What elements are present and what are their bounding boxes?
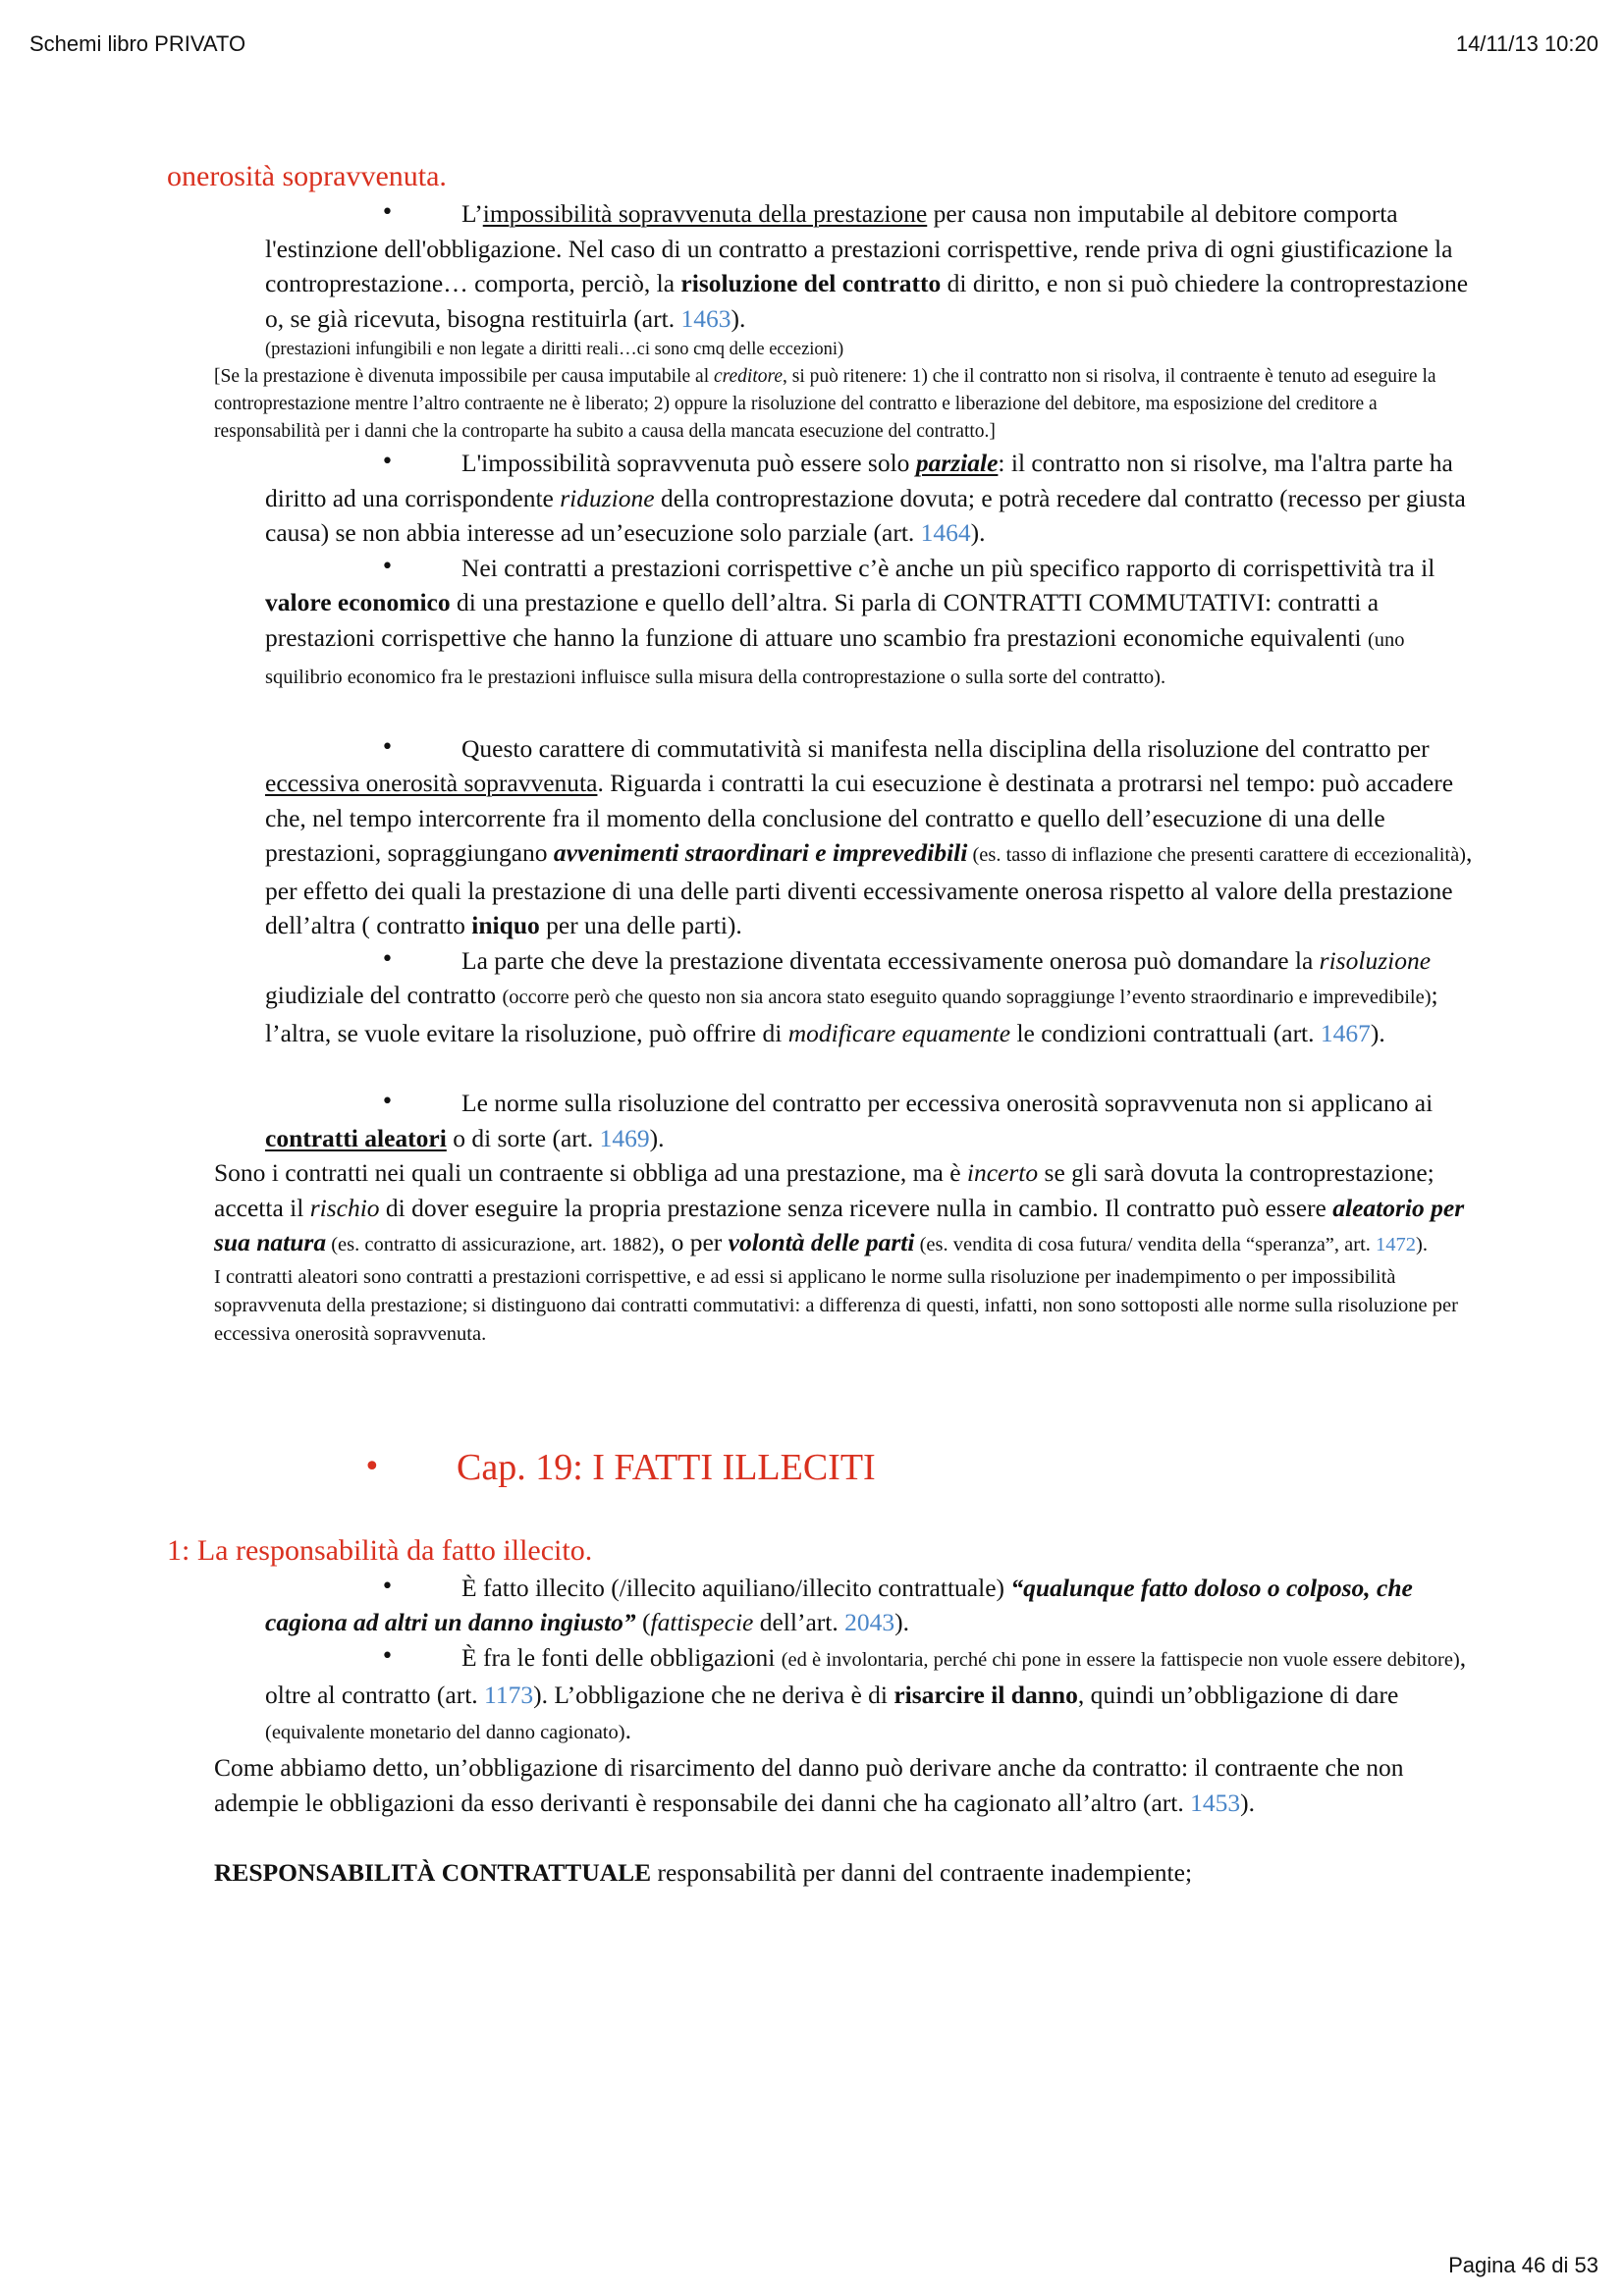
text: ). <box>894 1608 909 1636</box>
bullet-aleatori <box>167 1086 1473 1155</box>
article-link[interactable]: 1469 <box>599 1123 650 1152</box>
bullet-fonti-obbligazioni <box>167 1640 1473 1751</box>
article-link[interactable]: 1173 <box>484 1681 534 1709</box>
bullet-commutativi <box>167 551 1473 696</box>
text: se gli sarà dovuta la controprestazione; accetta il <box>214 1158 1435 1222</box>
section-heading: onerosità sopravvenuta. <box>167 160 447 192</box>
text: ). <box>1370 1018 1385 1047</box>
bullet-icon: • <box>381 1643 394 1669</box>
text: È fra le fonti delle obbligazioni <box>461 1642 782 1672</box>
article-link[interactable]: 1453 <box>1190 1788 1241 1817</box>
text: , per effetto dei quali la prestazione di una delle parti diventi eccessivamente onerosa rispetto al valore della prestazione dell’altra ( contratto <box>265 838 1473 939</box>
bullet-parziale <box>167 446 1473 551</box>
text: . <box>624 1715 631 1744</box>
text: : il contratto non si risolve, ma l'altra parte ha diritto ad una corrispondente <box>265 449 1453 512</box>
italic-text: risoluzione <box>1319 945 1432 975</box>
text: L'impossibilità sopravvenuta può essere solo <box>461 449 916 477</box>
article-link[interactable]: 1472 <box>1376 1234 1417 1255</box>
paragraph-responsabilita-contrattuale <box>167 1855 1473 1891</box>
text: di diritto, e non si può chiedere la controprestazione o, se già ricevuta, bisogna restituirla (art. <box>265 269 1469 333</box>
bullet-icon: • <box>381 554 394 579</box>
italic-text: incerto <box>966 1158 1039 1187</box>
text: dell’art. <box>753 1608 845 1636</box>
small-text: (es. tasso di inflazione che presenti carattere di eccezionalità) <box>967 844 1467 866</box>
italic-text: modificare equamente <box>787 1018 1011 1047</box>
small-text: (occorre però che questo non sia ancora stato eseguito quando sopraggiunge l’evento straordinario e imprevedibile) <box>502 987 1432 1008</box>
small-text: ). <box>1416 1234 1428 1255</box>
bullet-icon: • <box>381 200 394 225</box>
text: Le norme sulla risoluzione del contratto per eccessiva onerosità sopravvenuta non si applicano ai <box>461 1089 1434 1117</box>
underlined-text: eccessiva onerosità sopravvenuta <box>265 769 598 797</box>
bold-text: iniquo <box>471 911 540 939</box>
spacer <box>167 1050 1473 1086</box>
text: L’ <box>461 199 483 228</box>
text: ; l’altra, se vuole evitare la risoluzione, può offrire di <box>265 981 1438 1047</box>
bold-italic-text: avvenimenti straordinari e imprevedibili <box>553 838 968 867</box>
bullet-icon: • <box>381 450 394 474</box>
bullet-icon: • <box>381 1574 394 1599</box>
text: o di sorte (art. <box>446 1123 600 1152</box>
bold-text: risoluzione del contratto <box>680 269 942 297</box>
bold-text: valore economico <box>265 588 451 616</box>
underlined-text: impossibilità sopravvenuta della prestazione <box>482 199 928 228</box>
text: È fatto illecito (/illecito aquiliano/illecito contrattuale) <box>461 1573 1011 1602</box>
bullet-eccessiva-onerosita <box>167 731 1473 943</box>
text: Nei contratti a prestazioni corrispettive c’è anche un più specifico rapporto di corrispettività tra il <box>461 553 1435 582</box>
text: per causa non imputabile al debitore comporta l'estinzione dell'obbligazione. Nel caso di un contratto a prestazioni corrispettive, rende priva di ogni giustificazione la controprestazione… comporta, perciò, la <box>265 199 1453 297</box>
text: responsabilità per danni del contraente inadempiente; <box>651 1858 1193 1887</box>
text: di una prestazione e quello dell’altra. Si parla di CONTRATTI COMMUTATIVI: contratti a prestazioni corrispettive che hanno la funzione di attuare uno scambio fra prestazioni economiche equivalenti <box>265 588 1380 652</box>
italic-text: rischio <box>309 1193 380 1222</box>
print-datetime: 14/11/13 10:20 <box>1455 31 1598 56</box>
bullet-icon: • <box>381 734 394 760</box>
bold-italic-text: parziale <box>915 449 999 477</box>
text: , si può ritenere: 1) che il contratto non si risolva, il contraente è tenuto ad eseguire la controprestazione mentre l’altro contraente ne è liberato; 2) oppure la risoluzione del contratto e liberazione del debitore, ma esposizione del creditore a responsabilità per i danni che la controparte ha subito a causa della mancata esecuzione del contratto.] <box>214 366 1436 442</box>
bullet-icon: • <box>381 1090 394 1114</box>
text: Sono i contratti nei quali un contraente si obbliga ad una prestazione, ma è <box>214 1158 967 1187</box>
document-title: Schemi libro PRIVATO <box>29 31 246 56</box>
small-text: (uno squilibrio economico fra le prestazioni influisce sulla misura della controprestazione o sulla sorte del contratto). <box>265 628 1405 688</box>
spacer <box>167 1492 1473 1531</box>
text: , o per <box>658 1228 729 1256</box>
text: ). <box>1240 1788 1256 1817</box>
underlined-text: contratti aleatori <box>265 1123 447 1152</box>
text: di dover eseguire la propria prestazione senza ricevere nulla in cambio. Il contratto può essere <box>379 1193 1333 1222</box>
small-text: (ed è involontaria, perché chi pone in essere la fattispecie non vuole essere debitore) <box>781 1648 1460 1671</box>
text: La parte che deve la prestazione diventata eccessivamente onerosa può domandare la <box>461 945 1320 975</box>
page-content <box>167 157 1473 1891</box>
text: della controprestazione dovuta; e potrà recedere dal contratto (recesso per giusta causa) se non abbia interesse ad un’esecuzione solo parziale (art. <box>265 483 1466 547</box>
bullet-impossibilita <box>167 196 1473 336</box>
text: ). L’obbligazione che ne deriva è di <box>533 1681 894 1709</box>
text: ). <box>970 518 986 547</box>
bullet-icon: • <box>363 1449 381 1484</box>
spacer <box>167 696 1473 731</box>
text: per una delle parti). <box>539 911 742 939</box>
italic-text: creditore <box>714 366 784 387</box>
small-text: (equivalente monetario del danno cagionato) <box>265 1721 625 1743</box>
small-text: (es. contratto di assicurazione, art. 1882) <box>326 1234 659 1255</box>
bold-italic-text: aleatorio per sua natura <box>214 1193 1465 1256</box>
bold-text: risarcire il danno <box>893 1681 1078 1709</box>
bold-italic-text: “qualunque fatto doloso o colposo, che cagiona ad altri un danno ingiusto” <box>265 1573 1413 1636</box>
chapter-heading <box>167 1443 1473 1492</box>
spacer <box>167 1820 1473 1855</box>
page-number: Pagina 46 di 53 <box>1448 2253 1598 2277</box>
spacer <box>167 1349 1473 1443</box>
bullet-risoluzione-giudiziale <box>167 943 1473 1051</box>
article-link[interactable]: 1464 <box>920 518 971 547</box>
chapter-title: Cap. 19: I FATTI ILLECITI <box>457 1446 876 1488</box>
text: ( <box>635 1608 651 1636</box>
text: le condizioni contrattuali (art. <box>1010 1018 1321 1047</box>
text: Come abbiamo detto, un’obbligazione di risarcimento del danno può derivare anche da contratto: il contraente che non adempie le obbligazioni da esso derivanti è responsabile dei danni che ha cagionato all’altro (art. <box>214 1753 1404 1817</box>
section-heading-2: 1: La responsabilità da fatto illecito. <box>167 1533 593 1567</box>
note-prestazioni: (prestazioni infungibili e non legate a diritti reali…ci sono cmq delle eccezioni) <box>265 340 844 359</box>
article-link[interactable]: 1463 <box>680 303 731 333</box>
bullet-fatto-illecito <box>167 1571 1473 1640</box>
text: giudiziale del contratto <box>265 981 503 1009</box>
text: ). <box>731 303 746 333</box>
bold-text: RESPONSABILITÀ CONTRATTUALE <box>214 1858 652 1887</box>
italic-text: riduzione <box>560 483 655 512</box>
text: ). <box>649 1123 665 1152</box>
paragraph-contratti-aleatori <box>167 1155 1473 1263</box>
bullet-icon: • <box>381 946 394 972</box>
paragraph-aleatori-note: I contratti aleatori sono contratti a prestazioni corrispettive, e ad essi si applicano le norme sulla risoluzione per inadempimento o per impossibilità sopravvenuta della prestazione; si distinguono dai contratti commutativi: a differenza di questi, infatti, non sono sottoposti alle norme sulla risoluzione per eccessiva onerosità sopravvenuta. <box>214 1265 1458 1345</box>
bold-italic-text: volontà delle parti <box>728 1228 915 1256</box>
text: . Riguarda i contratti la cui esecuzione è destinata a protrarsi nel tempo: può accadere che, nel tempo intercorrente fra il momento della conclusione del contratto e quello dell’esecuzione di una delle prestazioni, sopraggiungano <box>265 769 1454 867</box>
small-text: (es. vendita di cosa futura/ vendita della “speranza”, art. <box>914 1234 1377 1255</box>
paragraph-risarcimento <box>167 1750 1473 1820</box>
text: , quindi un’obbligazione di dare <box>1077 1681 1399 1709</box>
note-creditore <box>167 363 1473 446</box>
text: , oltre al contratto (art. <box>265 1642 1467 1709</box>
article-link[interactable]: 1467 <box>1320 1018 1371 1047</box>
text: Questo carattere di commutatività si manifesta nella disciplina della risoluzione del contratto per <box>461 733 1430 763</box>
italic-text: fattispecie <box>650 1608 754 1636</box>
text: [Se la prestazione è divenuta impossibile per causa imputabile al <box>214 366 714 387</box>
article-link[interactable]: 2043 <box>844 1608 895 1636</box>
